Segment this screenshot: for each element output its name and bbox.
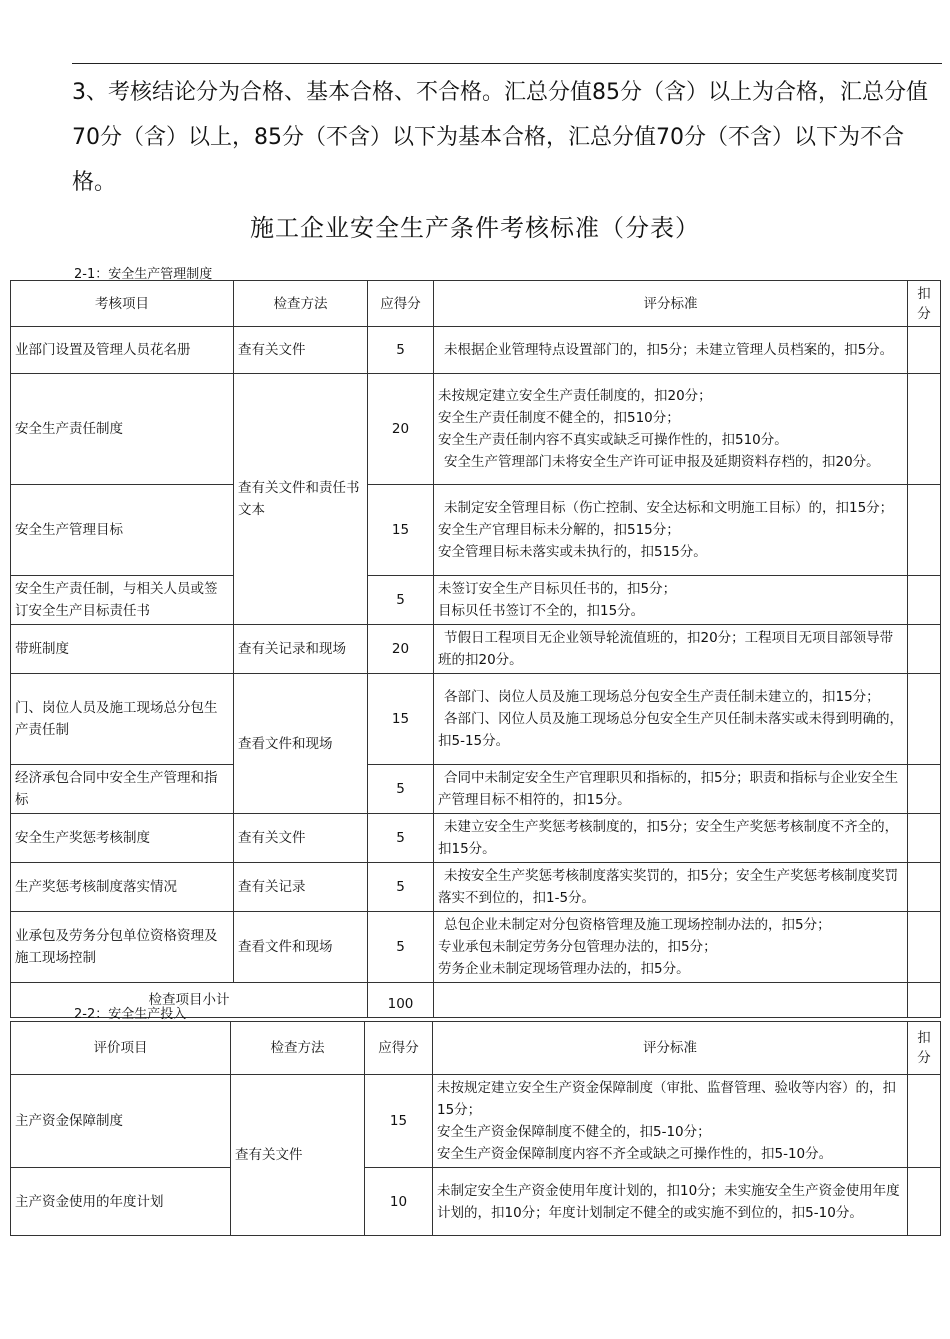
criteria-line: 安全生产责任制内容不真实或缺乏可操作性的，扣510分。	[438, 432, 788, 448]
table-row	[11, 485, 941, 576]
row-score: 5	[368, 327, 434, 374]
header-method: 检查方法	[231, 1022, 365, 1075]
row-item: 主产资金使用的年度计划	[11, 1168, 231, 1236]
header-deduct-2: 分	[917, 1050, 931, 1066]
table-row	[11, 912, 941, 983]
table1-caption: 2-1：安全生产管理制度	[74, 267, 213, 282]
table-safety-investment	[10, 1021, 941, 1236]
table-row	[11, 625, 941, 674]
row-criteria	[434, 814, 908, 863]
row-score: 20	[368, 625, 434, 674]
row-method: 查有关文件	[234, 814, 368, 863]
row-criteria	[434, 765, 908, 814]
criteria-line: 安全生产资金保障制度不健全的，扣5-10分；	[437, 1124, 711, 1140]
row-deduct	[908, 1168, 941, 1236]
header-deduct	[908, 1022, 941, 1075]
criteria-line: 总包企业未制定对分包资格管理及施工现场控制办法的，扣5分；	[444, 917, 831, 933]
subtotal-label: 检查项目小计	[11, 983, 368, 1018]
row-method: 查有关记录和现场	[234, 625, 368, 674]
criteria-line: 合同中未制定安全生产官理职贝和指标的，扣5分；职责和指标与企业安全生产管理目标不相符的，扣15分。	[438, 770, 899, 808]
criteria-line: 目标贝任书签订不全的，扣15分。	[438, 603, 645, 619]
row-criteria	[433, 1075, 908, 1168]
criteria-line: 安全生产官理目标未分解的，扣515分；	[438, 522, 680, 538]
criteria-line: 各部门、冈位人员及施工现场总分包安全生产贝任制未落实或未得到明确的，扣5-15分。	[438, 711, 903, 749]
criteria-line: 未根据企业管理特点设置部门的，扣5分；未建立管理人员档案的，扣5分。	[444, 342, 894, 358]
criteria-line: 未制定安全生产资金使用年度计划的，扣10分；未实施安全生产资金使用年度计划的，扣10分；年度计划制定不健全的或实施不到位的，扣5-10分。	[437, 1182, 900, 1221]
row-score: 5	[368, 576, 434, 625]
header-deduct-1: 扣	[917, 285, 931, 302]
row-deduct	[908, 1075, 941, 1168]
row-criteria	[434, 374, 908, 485]
row-item: 安全生产责任制，与相关人员或签订安全生产目标责任书	[11, 576, 234, 625]
table-safety-management	[10, 280, 941, 1018]
row-criteria	[434, 863, 908, 912]
row-deduct	[908, 765, 941, 814]
table1-header-row	[11, 281, 941, 327]
criteria-line: 安全生产资金保障制度内容不齐全或缺之可操作性的，扣5-10分。	[437, 1146, 833, 1162]
top-rule	[72, 63, 942, 64]
header-score: 应得分	[365, 1022, 433, 1075]
criteria-line: 劳务企业未制定现场管理办法的，扣5分。	[438, 961, 690, 977]
header-item: 评价项目	[11, 1022, 231, 1075]
subtotal-score: 100	[368, 983, 434, 1018]
row-score: 5	[368, 765, 434, 814]
row-criteria	[434, 625, 908, 674]
row-deduct	[908, 327, 941, 374]
table-row	[11, 814, 941, 863]
table-row	[11, 1075, 941, 1168]
row-method-merged: 查有关文件和责任书文本	[234, 374, 368, 625]
row-item: 业部门设置及管理人员花名册	[11, 327, 234, 374]
row-deduct	[908, 863, 941, 912]
row-item: 主产资金保障制度	[11, 1075, 231, 1168]
table-row	[11, 674, 941, 765]
criteria-line: 未按安全生产奖惩考核制度落实奖罚的，扣5分；安全生产奖惩考核制度奖罚落实不到位的，扣1-5分。	[438, 868, 899, 906]
table-row	[11, 863, 941, 912]
header-deduct	[908, 281, 941, 327]
row-method: 查有关文件	[234, 327, 368, 374]
row-method-merged: 查有关文件	[231, 1075, 365, 1236]
row-score: 15	[368, 674, 434, 765]
criteria-line: 未制定安全管理目标（伤亡控制、安全达标和文明施工目标）的，扣15分；	[444, 500, 894, 516]
row-item: 门、岗位人员及施工现场总分包生产责任制	[11, 674, 234, 765]
header-method: 检查方法	[234, 281, 368, 327]
row-item: 业承包及劳务分包单位资格资理及施工现场控制	[11, 912, 234, 983]
row-item: 安全生产奖惩考核制度	[11, 814, 234, 863]
row-score: 5	[368, 912, 434, 983]
row-item: 安全生产责任制度	[11, 374, 234, 485]
row-item: 带班制度	[11, 625, 234, 674]
header-deduct-1: 扣	[917, 1030, 931, 1046]
header-deduct-2: 分	[917, 305, 931, 322]
criteria-line: 未按规定建立安全生产资金保障制度（审批、监督管理、验收等内容）的，扣15分；	[437, 1080, 896, 1118]
row-criteria	[434, 327, 908, 374]
row-score: 10	[365, 1168, 433, 1236]
criteria-line: 专业承包未制定劳务分包管理办法的，扣5分；	[438, 939, 717, 955]
criteria-line: 节假日工程项目无企业领导轮流值班的，扣20分；工程项目无项目部领导带班的扣20分。	[438, 630, 894, 668]
criteria-line: 安全生产管理部门未将安全生产许可证申报及延期资料存档的，扣20分。	[444, 454, 880, 470]
document-title: 施工企业安全生产条件考核标准（分表）	[250, 214, 700, 242]
header-score: 应得分	[368, 281, 434, 327]
row-deduct	[908, 674, 941, 765]
header-criteria: 评分标准	[434, 281, 908, 327]
row-method: 查有关记录	[234, 863, 368, 912]
header-item: 考核项目	[11, 281, 234, 327]
row-deduct	[908, 485, 941, 576]
row-deduct	[908, 912, 941, 983]
row-deduct	[908, 814, 941, 863]
row-score: 20	[368, 374, 434, 485]
intro-paragraph: 3、考核结论分为合格、基本合格、不合格。汇总分值85分（含）以上为合格，汇总分值70分（含）以上，85分（不含）以下为基本合格，汇总分值70分（不含）以下为不合格。	[72, 80, 928, 195]
table-row	[11, 374, 941, 485]
table-row	[11, 576, 941, 625]
criteria-line: 安全生产责任制度不健全的，扣510分；	[438, 410, 680, 426]
subtotal-deduct	[908, 983, 941, 1018]
row-method-merged: 查看文件和现场	[234, 674, 368, 814]
row-criteria	[434, 912, 908, 983]
table-row	[11, 327, 941, 374]
row-item: 安全生产管理目标	[11, 485, 234, 576]
row-criteria	[434, 485, 908, 576]
row-item: 生产奖惩考核制度落实情况	[11, 863, 234, 912]
criteria-line: 未签订安全生产目标贝任书的，扣5分；	[438, 581, 677, 597]
row-deduct	[908, 576, 941, 625]
row-score: 5	[368, 814, 434, 863]
criteria-line: 安全管理目标未落实或未执行的，扣515分。	[438, 544, 707, 560]
row-criteria	[434, 674, 908, 765]
subtotal-criteria	[434, 983, 908, 1018]
criteria-line: 未按规定建立安全生产责任制度的，扣20分；	[438, 388, 712, 404]
row-score: 15	[368, 485, 434, 576]
table2-header-row	[11, 1022, 941, 1075]
table-row	[11, 765, 941, 814]
row-method: 查看文件和现场	[234, 912, 368, 983]
table2-caption: 2-2：安全生产投入	[74, 1007, 187, 1022]
row-item: 经济承包合同中安全生产管理和指标	[11, 765, 234, 814]
header-criteria: 评分标准	[433, 1022, 908, 1075]
criteria-line: 各部门、岗位人员及施工现场总分包安全生产责任制未建立的，扣15分；	[444, 689, 880, 705]
row-deduct	[908, 625, 941, 674]
criteria-line: 未建立安全生产奖惩考核制度的，扣5分；安全生产奖惩考核制度不齐全的，扣15分。	[438, 819, 899, 857]
row-score: 15	[365, 1075, 433, 1168]
row-deduct	[908, 374, 941, 485]
row-criteria	[434, 576, 908, 625]
row-criteria	[433, 1168, 908, 1236]
row-score: 5	[368, 863, 434, 912]
table-row	[11, 1168, 941, 1236]
